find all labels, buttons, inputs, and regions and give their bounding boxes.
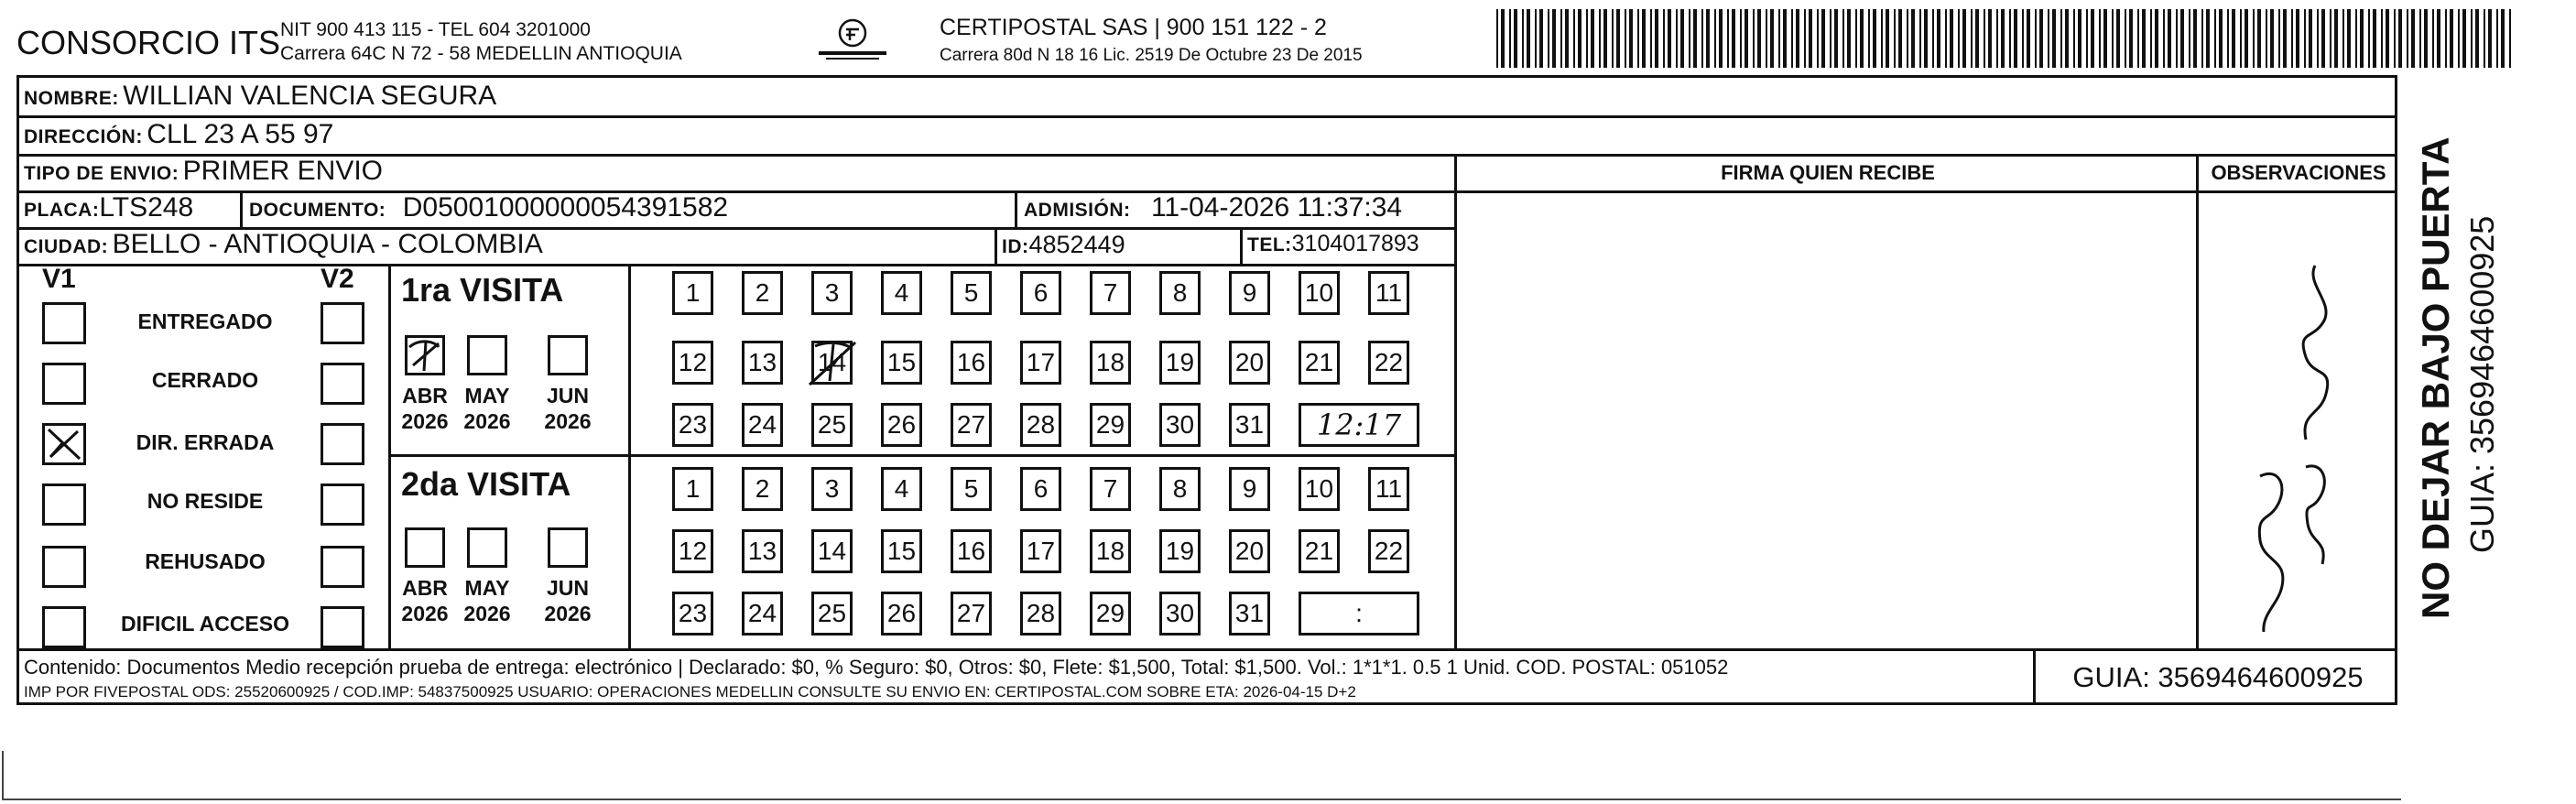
v2-checkbox[interactable] (321, 363, 364, 405)
observation-note (2205, 238, 2388, 641)
day-box[interactable]: 12 (672, 341, 713, 385)
day-box[interactable]: 6 (1020, 271, 1061, 315)
v2-checkbox[interactable] (321, 423, 364, 465)
barcode-icon (1496, 9, 2520, 68)
day-box[interactable]: 18 (1090, 529, 1131, 573)
v1-checkbox[interactable] (42, 363, 86, 405)
month-label (538, 575, 597, 626)
day-box[interactable]: 20 (1229, 341, 1270, 385)
day-box[interactable]: 25 (811, 592, 853, 636)
day-box[interactable]: 29 (1090, 403, 1131, 447)
month-name: MAY (464, 576, 510, 600)
carrier-name: CERTIPOSTAL SAS | 900 151 122 - 2 (940, 15, 1327, 40)
month-name: JUN (546, 576, 589, 600)
month-label (396, 383, 454, 434)
admision-value: 11-04-2026 11:37:34 (1150, 192, 1403, 223)
day-box[interactable]: 25 (811, 403, 853, 447)
month-name: ABR (402, 576, 448, 600)
time-box[interactable]: : (1299, 592, 1419, 636)
day-box[interactable]: 14 (811, 341, 853, 385)
day-box[interactable]: 2 (742, 467, 783, 511)
day-box[interactable]: 19 (1159, 341, 1201, 385)
day-box[interactable]: 29 (1090, 592, 1131, 636)
day-box[interactable]: 19 (1159, 529, 1201, 573)
direccion-row (24, 119, 333, 150)
id-label: ID: (1002, 236, 1029, 257)
status-label: ENTREGADO (137, 310, 273, 333)
company-address: Carrera 64C N 72 - 58 MEDELLIN ANTIOQUIA (280, 43, 682, 64)
status-label: DIR. ERRADA (136, 430, 275, 454)
month-label (538, 383, 597, 434)
v2-checkbox[interactable] (321, 606, 364, 648)
month-name: MAY (464, 384, 510, 407)
day-box[interactable]: 2 (742, 271, 783, 315)
month-name: JUN (546, 384, 589, 407)
nombre-value: WILLIAN VALENCIA SEGURA (123, 81, 497, 111)
direccion-label: DIRECCIÓN: (24, 126, 143, 147)
day-box[interactable]: 22 (1368, 529, 1409, 573)
footer-guia: GUIA: 3569464600925 (2072, 661, 2364, 693)
tipo-envio-label: TIPO DE ENVIO: (24, 163, 179, 184)
day-box[interactable]: 17 (1020, 341, 1061, 385)
time-box[interactable]: 12:17 (1299, 403, 1419, 447)
documento-value: D05001000000054391582 (402, 192, 729, 223)
day-box[interactable]: 17 (1020, 529, 1061, 573)
day-box[interactable]: 1 (672, 271, 713, 315)
company-nit: NIT 900 413 115 - TEL 604 3201000 (280, 19, 591, 40)
ciudad-row (24, 229, 543, 260)
day-box[interactable]: 8 (1159, 271, 1201, 315)
placa-value: LTS248 (99, 192, 194, 223)
day-box[interactable]: 31 (1229, 403, 1270, 447)
side-warning: NO DEJAR BAJO PUERTA (2414, 136, 2457, 619)
status-label: CERRADO (151, 368, 259, 392)
month-checkbox[interactable] (548, 335, 588, 375)
day-box[interactable]: 3 (811, 271, 853, 315)
day-box[interactable]: 10 (1299, 467, 1340, 511)
day-box[interactable]: 30 (1159, 592, 1201, 636)
day-box[interactable]: 22 (1368, 341, 1409, 385)
day-box[interactable]: 5 (951, 271, 992, 315)
month-label (458, 575, 516, 626)
carrier-address: Carrera 80d N 18 16 Lic. 2519 De Octubre 23 De 2015 (940, 46, 1363, 65)
v2-header: V2 (321, 264, 354, 294)
day-box[interactable]: 7 (1090, 467, 1131, 511)
day-box[interactable]: 28 (1020, 592, 1061, 636)
v1-checkbox[interactable] (42, 302, 86, 344)
status-label: REHUSADO (145, 549, 266, 573)
day-box[interactable]: 14 (811, 529, 853, 573)
day-box[interactable]: 21 (1299, 341, 1340, 385)
day-mark-icon (806, 337, 861, 393)
documento-label: DOCUMENTO: (249, 200, 386, 221)
day-box[interactable]: 4 (881, 271, 922, 315)
tel-label: TEL: (1247, 234, 1292, 255)
company-name: CONSORCIO ITS (16, 24, 281, 61)
month-checkbox[interactable] (548, 527, 588, 568)
day-box[interactable]: 3 (811, 467, 853, 511)
day-box[interactable]: 9 (1229, 467, 1270, 511)
day-box[interactable]: 20 (1229, 529, 1270, 573)
month-label (396, 575, 454, 626)
day-box[interactable]: 5 (951, 467, 992, 511)
v1-checkbox[interactable] (42, 606, 86, 648)
day-box[interactable]: 26 (881, 592, 922, 636)
v1-checkbox[interactable] (42, 423, 86, 465)
id-row (1002, 231, 1125, 259)
direccion-value: CLL 23 A 55 97 (147, 119, 334, 149)
day-box[interactable]: 11 (1368, 271, 1409, 315)
month-checkbox[interactable] (405, 335, 445, 375)
day-box[interactable]: 13 (742, 529, 783, 573)
admision-label: ADMISIÓN: (1024, 200, 1131, 221)
day-box[interactable]: 6 (1020, 467, 1061, 511)
month-year: 2026 (463, 409, 511, 433)
v2-checkbox[interactable] (321, 302, 364, 344)
tel-value: 3104017893 (1291, 231, 1419, 256)
status-label: DIFICIL ACCESO (120, 612, 289, 636)
certipostal-logo-icon (813, 16, 892, 64)
v1-checkbox[interactable] (42, 546, 86, 588)
placa-label: PLACA: (24, 200, 100, 221)
day-box[interactable]: 15 (881, 341, 922, 385)
day-box[interactable]: 12 (672, 529, 713, 573)
day-box[interactable]: 10 (1299, 271, 1340, 315)
month-year: 2026 (544, 602, 592, 625)
day-box[interactable]: 28 (1020, 403, 1061, 447)
day-box[interactable]: 30 (1159, 403, 1201, 447)
day-box[interactable]: 31 (1229, 592, 1270, 636)
day-box[interactable]: 13 (742, 341, 783, 385)
month-label (458, 383, 516, 434)
v2-checkbox[interactable] (321, 546, 364, 588)
admision-row (1024, 192, 1402, 223)
day-box[interactable]: 9 (1229, 271, 1270, 315)
month-checkbox[interactable] (405, 527, 445, 568)
month-year: 2026 (401, 602, 449, 625)
side-guia: GUIA: 3569464600925 (2463, 215, 2501, 553)
day-box[interactable]: 21 (1299, 529, 1340, 573)
tel-row (1247, 231, 1419, 257)
placa-row (24, 192, 193, 223)
month-year: 2026 (401, 409, 449, 433)
status-label: NO RESIDE (147, 489, 264, 513)
second-visit-title: 2da VISITA (401, 465, 571, 503)
month-year: 2026 (544, 409, 592, 433)
day-box[interactable]: 4 (881, 467, 922, 511)
day-box[interactable]: 15 (881, 529, 922, 573)
footer-imp: IMP POR FIVEPOSTAL ODS: 25520600925 / COD.IMP: 54837500925 USUARIO: OPERACIONES MEDELLIN CONSULTE SU ENVIO EN: CERTIPOSTAL.COM SOBRE ETA: 2026-04-15 D+2 (24, 683, 1356, 701)
month-year: 2026 (463, 602, 511, 625)
day-box[interactable]: 8 (1159, 467, 1201, 511)
day-box[interactable]: 26 (881, 403, 922, 447)
documento-row (249, 192, 728, 223)
tipo-envio-row (24, 156, 383, 187)
id-value: 4852449 (1028, 231, 1125, 258)
day-box[interactable]: 23 (672, 403, 713, 447)
day-box[interactable]: 16 (951, 341, 992, 385)
ciudad-label: CIUDAD: (24, 236, 109, 257)
day-box[interactable]: 11 (1368, 467, 1409, 511)
footer-content: Contenido: Documentos Medio recepción prueba de entrega: electrónico | Declarado: $0, % Seguro: $0, Otros: $0, Flete: $1,500, Total: $1,500. Vol.: 1*1*1. 0.5 1 Unid. COD. POSTAL: 051052 (24, 656, 1729, 679)
day-box[interactable]: 16 (951, 529, 992, 573)
first-visit-title: 1ra VISITA (401, 271, 564, 309)
firma-header: FIRMA QUIEN RECIBE (1721, 161, 1935, 184)
day-box[interactable]: 7 (1090, 271, 1131, 315)
month-checkbox[interactable] (467, 335, 507, 375)
v1-checkbox[interactable] (42, 483, 86, 526)
day-box[interactable]: 27 (951, 592, 992, 636)
tipo-envio-value: PRIMER ENVIO (182, 156, 384, 186)
day-box[interactable]: 1 (672, 467, 713, 511)
nombre-label: NOMBRE: (24, 88, 119, 109)
observaciones-header: OBSERVACIONES (2211, 161, 2386, 184)
month-name: ABR (402, 384, 448, 407)
day-box[interactable]: 24 (742, 592, 783, 636)
month-checkbox[interactable] (467, 527, 507, 568)
v1-header: V1 (42, 264, 76, 294)
day-box[interactable]: 23 (672, 592, 713, 636)
v2-checkbox[interactable] (321, 483, 364, 526)
ciudad-value: BELLO - ANTIOQUIA - COLOMBIA (112, 229, 543, 259)
day-box[interactable]: 18 (1090, 341, 1131, 385)
day-box[interactable]: 24 (742, 403, 783, 447)
day-box[interactable]: 27 (951, 403, 992, 447)
nombre-row (24, 81, 496, 112)
